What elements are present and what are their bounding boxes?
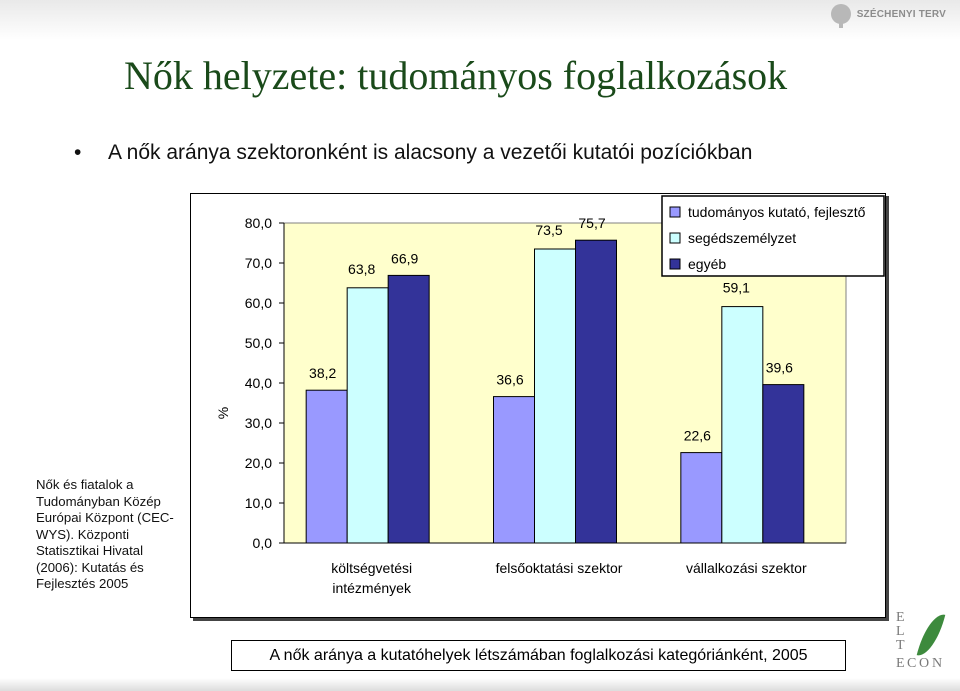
data-label: 39,6 [765, 359, 793, 376]
leaf-icon [917, 611, 946, 660]
brand [831, 3, 946, 25]
footer-band [0, 678, 960, 691]
chart-caption: A nők aránya a kutatóhelyek létszámában foglalkozási kategóriánként, 2005 [231, 640, 846, 671]
econ-letter: O [919, 656, 930, 671]
x-category-label: vállalkozási szektor [686, 560, 807, 576]
bar [388, 275, 429, 543]
bar-chart [190, 193, 886, 618]
bar [347, 288, 388, 543]
y-axis-label: % [215, 406, 231, 420]
y-tick-label: 80,0 [244, 215, 272, 231]
y-tick-label: 40,0 [244, 375, 272, 391]
page-title: Nők helyzete: tudományos foglalkozások [124, 53, 788, 98]
legend-swatch [670, 207, 680, 217]
bullet-text: A nők aránya szektoronként is alacsony a vezetői kutatói pozíciókban [108, 141, 753, 164]
bar [722, 307, 763, 543]
y-tick-label: 70,0 [244, 255, 272, 271]
legend-label: egyéb [688, 256, 727, 272]
bar [306, 390, 347, 543]
bar [494, 397, 535, 543]
elte-econ-logo [894, 608, 946, 676]
bullet-point [74, 141, 752, 165]
y-tick-label: 50,0 [244, 335, 272, 351]
y-tick-label: 10,0 [244, 495, 272, 511]
econ-letter: N [932, 656, 943, 671]
y-tick-label: 60,0 [244, 295, 272, 311]
data-label: 22,6 [683, 427, 711, 444]
y-tick-label: 20,0 [244, 455, 272, 471]
econ-letter: C [907, 656, 917, 671]
legend-label: tudományos kutató, fejlesztő [688, 204, 866, 220]
data-label: 75,7 [578, 215, 606, 232]
szechenyi-logo-icon [831, 4, 851, 24]
bar [681, 453, 722, 543]
data-label: 59,1 [722, 279, 750, 296]
econ-letter: L [896, 624, 905, 639]
data-label: 66,9 [391, 250, 419, 267]
econ-letter: E [896, 610, 905, 625]
econ-letter: T [896, 638, 905, 653]
bar [763, 385, 804, 543]
data-label: 73,5 [535, 222, 563, 238]
econ-letter: E [896, 656, 905, 671]
header-band [0, 0, 960, 40]
source-note: Nők és fiatalok a Tudományban Közép Európai Központ (CEC-WYS). Központi Statisztikai Hivatal (2006): Kutatás és Fejlesztés 2005 [36, 477, 174, 591]
data-label: 63,8 [348, 260, 376, 277]
x-category-label: intézmények [332, 580, 411, 596]
y-tick-label: 0,0 [252, 535, 272, 551]
bar [535, 249, 576, 543]
legend-swatch [670, 233, 680, 243]
bullet-icon: • [74, 141, 82, 164]
legend-swatch [670, 259, 680, 269]
x-category-label: költségvetési [331, 560, 413, 576]
x-category-label: felsőoktatási szektor [495, 560, 623, 576]
data-label: 38,2 [309, 365, 337, 382]
y-tick-label: 30,0 [244, 415, 272, 431]
legend-label: segédszemélyzet [688, 230, 797, 246]
data-label: 36,6 [496, 371, 524, 388]
bar [576, 240, 617, 543]
brand-name: SZÉCHENYI TERV [856, 8, 946, 20]
